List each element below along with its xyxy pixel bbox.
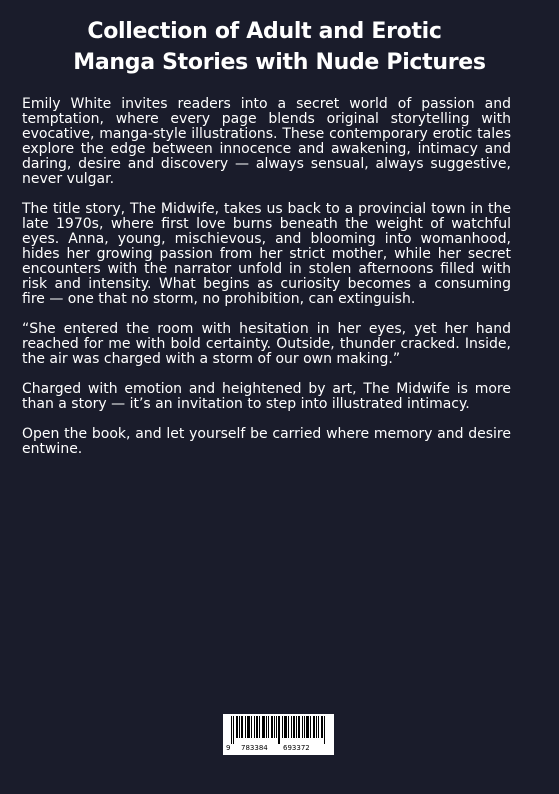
barcode-bar — [254, 716, 255, 738]
barcode-digit-group-2: 693372 — [283, 744, 310, 752]
barcode-bar — [263, 716, 264, 738]
barcode-bar — [262, 716, 263, 738]
barcode-bar — [249, 716, 250, 738]
isbn-barcode — [223, 714, 334, 755]
barcode-bar — [284, 716, 285, 738]
barcode-bar — [308, 716, 309, 738]
barcode-bar — [247, 716, 248, 738]
barcode-bar — [302, 716, 303, 738]
barcode-bar — [298, 716, 299, 738]
barcode-bar — [314, 716, 315, 738]
barcode-bar — [288, 716, 289, 738]
title-line-1: Collection of Adult and Erotic — [87, 19, 442, 44]
barcode-bar — [307, 716, 308, 738]
barcode-bar — [256, 716, 257, 738]
barcode-bar — [231, 716, 232, 744]
blurb-paragraph-5: Open the book, and let yourself be carried where memory and desire entwine. — [22, 426, 511, 457]
barcode-bar — [237, 716, 238, 738]
barcode-bar — [268, 716, 269, 738]
barcode-bar — [245, 716, 246, 738]
barcode-digit-group-1: 783384 — [241, 744, 268, 752]
barcode-bar — [291, 716, 292, 738]
barcode-bar — [239, 716, 240, 738]
blurb-paragraph-2: The title story, The Midwife, takes us back to a provincial town in the late 1970s, where first love burns beneath the weight of watchful eyes. Anna, young, mischievous, and blooming into womanhood, hides her growing passion from her strict mother, while her secret encounters with the narrator unfold in stolen afternoons filled with risk and intensity. What begins as curiosity becomes a consuming fire — one that no storm, no prohibition, can extinguish. — [22, 201, 511, 307]
barcode-bar — [286, 716, 287, 738]
barcode-bar — [293, 716, 294, 738]
blurb-paragraph-1: Emily White invites readers into a secret world of passion and temptation, where every page blends original storytelling with evocative, manga-style illustrations. These contemporary erotic tales explore the edge between innocence and awakening, intimacy and daring, desire and discovery — always sensual, always suggestive, never vulgar. — [22, 96, 511, 187]
blurb-paragraph-4: Charged with emotion and heightened by art, The Midwife is more than a story — it’s an invitation to step into illustrated intimacy. — [22, 381, 511, 412]
barcode-bar — [257, 716, 258, 738]
barcode-bar — [266, 716, 267, 738]
barcode-digit-first: 9 — [226, 744, 231, 752]
barcode-bar — [324, 716, 325, 744]
barcode-bar — [272, 716, 273, 738]
barcode-bar — [299, 716, 300, 738]
barcode-bar — [236, 716, 237, 738]
barcode-bar — [264, 716, 265, 738]
cover-title — [0, 16, 559, 78]
barcode-bar — [322, 716, 323, 738]
barcode-bar — [318, 716, 319, 738]
barcode-bar — [248, 716, 249, 738]
barcode-bar — [321, 716, 322, 738]
barcode-bar — [296, 716, 297, 738]
barcode-bar — [279, 716, 280, 744]
barcode-bar — [282, 716, 283, 738]
barcode-bar — [274, 716, 275, 738]
barcode-bar — [271, 716, 272, 738]
barcode-bar — [241, 716, 242, 738]
barcode-bar — [278, 716, 279, 744]
blurb-quote: “She entered the room with hesitation in her eyes, yet her hand reached for me with bold certainty. Outside, thunder cracked. Inside, the air was charged with a storm of our own making.” — [22, 321, 511, 367]
barcode-bar — [233, 716, 234, 744]
barcode-bar — [259, 716, 260, 738]
title-line-2: Manga Stories with Nude Pictures — [73, 50, 486, 75]
barcode-bar — [276, 716, 277, 738]
barcode-bar — [251, 716, 252, 738]
barcode-bar — [285, 716, 286, 738]
barcode-bar — [310, 716, 311, 738]
blurb — [22, 97, 511, 472]
barcode-bar — [316, 716, 317, 738]
barcode-bar — [294, 716, 295, 738]
barcode-bar — [242, 716, 243, 738]
barcode-bars — [231, 716, 326, 744]
barcode-bar — [306, 716, 307, 738]
barcode-bar — [304, 716, 305, 738]
barcode-bar — [313, 716, 314, 738]
